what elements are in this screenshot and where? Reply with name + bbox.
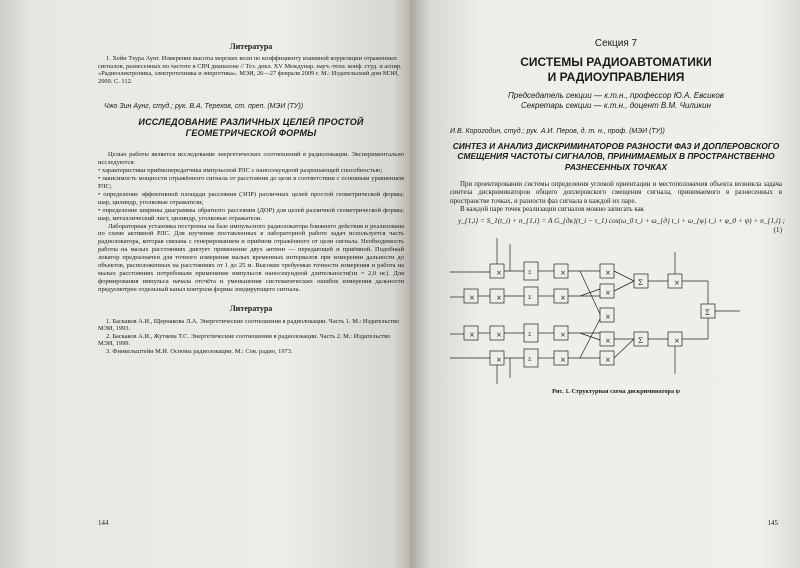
multiplier-glyph: ×: [560, 294, 566, 303]
bullet-item: • определение ширины диаграммы обратного рассеяния (ДОР) для целей различной геометрической формы: шар, металлический лист, цилиндр, уголковые отражатели.: [98, 206, 404, 222]
multiplier-glyph: ×: [560, 269, 566, 278]
article-body: [98, 151, 404, 293]
bullet-item: • характеристики приёмопередатчика импульсной РЛС с наносекундной разрешающей способностью;: [98, 167, 383, 175]
sum-glyph: Σ: [528, 270, 532, 277]
bullet-item: • зависимость мощности отражённого сигнала от расстояния до цели в соответствии с основным уравнением РЛС;: [98, 175, 404, 190]
block-diagram: [450, 229, 782, 387]
references-heading: Литература: [229, 303, 273, 313]
sum-glyph: Σ: [528, 332, 532, 339]
multiplier-glyph: ×: [674, 337, 680, 346]
section-chair: Председатель секции — к.т.н., профессор Ю.А. Евсиков: [508, 91, 724, 100]
formula-text: y_{1,i} = S_1(t_i) + n_{1,i} = A G_{дк}(t_i − τ_1) cos(ω_0 t_i + ω_{д} t_i + ω_{φ} t_i + φ_0 + ψ) + n_{1,i} ;: [458, 216, 786, 226]
page-number: 144: [98, 519, 109, 527]
multiplier-glyph: ×: [605, 289, 611, 298]
reference-item: 1. Хейн Тхура Аунг. Измерение высоты морских волн по коэффициенту взаимной корреляции отраженных сигналов, разнесенных по частоте в СВЧ диапазоне // Тез. докл. XV Междунар. науч.-техн. конф. студ. и аспир. «Радиоэлектроника, электротехника и энергетика». МЭИ, 26—27 февраля 2009 г. М.: Издательский дом МЭИ, 2009. С. 112.: [98, 55, 402, 85]
bullet-item: • определение эффективной площади рассеяния (ЭПР) различных целей простой геометрической формы: шар, цилиндр, уголковые отражатели;: [98, 190, 404, 206]
multiplier-glyph: ×: [496, 356, 502, 365]
reference-item: 3. Финкельштейн М.И. Основы радиолокации. М.: Сов. радио, 1973.: [106, 348, 293, 356]
paragraph: Лабораторная установка построена на базе импульсного радиолокатора ближнего действия и реализована по схеме активной РЛС. Для изучения поставленных в лабораторной работе задач используется часть радиолокатора, которая связана с генерированием и приёмом отражённого от цели сигнала. Необходимость работы на малых расстояниях диктует применение двух антенн — передающей и приёмной. Подобный локатор предназначен для точного измерения малых временных интервалов при измерении дальности до объектов, расположенных на расстояниях от 1 до 25 м. Высокие требуемые точности измерения и работа на малых расстояниях потребовали применение импульсов наносекундной длительности(τи = 2,0 нс). Для формирования импульса начала отсчёта и уменьшения систематических ошибок измерения дальности предусмотрен отдельный канал контроля формы зондирующего сигнала.: [98, 222, 404, 293]
block-diagram-svg: [450, 234, 782, 392]
multiplier-glyph: ×: [605, 313, 611, 322]
article-authors: И.В. Корогодин, студ.; рук. А.И. Перов, д. т. н., проф. (МЭИ (ТУ)): [450, 128, 665, 135]
figure-caption: Рис. 1. Структурная схема дискриминатора ψ: [552, 388, 680, 396]
multiplier-glyph: ×: [469, 331, 475, 340]
paragraph: В каждой паре точек реализации сигналов можно записать как: [460, 205, 644, 213]
left-page-content: [98, 42, 404, 356]
multiplier-glyph: ×: [560, 356, 566, 365]
paragraph: При проектировании системы определения угловой ориентации и местоположения объекта возникла задача синтеза дискриминаторов общего доплеровского смещения сигнала, принимаемого в разнесенных в пространстве точках, и разности фаз сигнала в каждой их паре.: [450, 181, 782, 205]
section-label: Секция 7: [594, 38, 638, 49]
references-section: [98, 304, 404, 356]
reference-item: 2. Баскаков А.И., Жутяева Т.С. Энергетические соотношения в радиолокации. Часть 2. М.: Издательство МЭИ, 1999.: [98, 332, 391, 348]
sum-glyph: Σ: [638, 337, 643, 346]
section-secretary: Секретарь секции — к.т.н., доцент В.М. Чиликин: [520, 101, 711, 110]
multiplier-glyph: ×: [605, 269, 611, 278]
multiplier-glyph: ×: [605, 356, 611, 365]
sum-glyph: Σ: [528, 357, 532, 364]
article-title: СИНТЕЗ И АНАЛИЗ ДИСКРИМИНАТОРОВ РАЗНОСТИ ФАЗ И ДОПЛЕРОВСКОГО СМЕЩЕНИЯ ЧАСТОТЫ СИГНАЛОВ, ПРИНИМАЕМЫХ В ПРОСТРАНСТВЕННО РАЗНЕСЕННЫХ ТОЧКАХ: [452, 141, 780, 172]
paragraph: Целью работы является исследование энергетических соотношений в радиолокации. Экспериментально исследуются:: [98, 151, 404, 167]
section-title-line1: СИСТЕМЫ РАДИОАВТОМАТИКИ: [520, 55, 712, 69]
section-title: [450, 55, 782, 85]
reference-item: 1. Баскаков А.И., Щернакова Л.А. Энергетические соотношения в радиолокации. Часть 1. М.: Издательство МЭИ, 1993.: [98, 317, 400, 333]
multiplier-glyph: ×: [605, 337, 611, 346]
article-authors: Чжо Зин Аунг, студ.; рук. В.А. Терехов, ст. преп. (МЭИ (ТУ)): [104, 103, 304, 111]
multiplier-glyph: ×: [496, 331, 502, 340]
formula: [458, 216, 786, 235]
sum-glyph: Σ: [705, 309, 710, 318]
references-heading: Литература: [229, 42, 273, 51]
multiplier-glyph: ×: [469, 294, 475, 303]
multiplier-glyph: ×: [674, 279, 680, 288]
article-body: [450, 181, 782, 214]
multiplier-glyph: ×: [496, 269, 502, 278]
right-page: [410, 0, 800, 568]
right-page-content: [450, 38, 786, 396]
formula-number: (1): [773, 225, 782, 235]
page-number: 145: [767, 519, 778, 527]
article-title: ИССЛЕДОВАНИЕ РАЗЛИЧНЫХ ЦЕЛЕЙ ПРОСТОЙ ГЕОМЕТРИЧЕСКОЙ ФОРМЫ: [138, 117, 364, 139]
section-title-line2: И РАДИОУПРАВЛЕНИЯ: [547, 70, 685, 84]
sum-glyph: Σ: [638, 279, 643, 288]
sum-glyph: Σ: [528, 295, 532, 302]
multiplier-glyph: ×: [496, 294, 502, 303]
multiplier-glyph: ×: [560, 331, 566, 340]
